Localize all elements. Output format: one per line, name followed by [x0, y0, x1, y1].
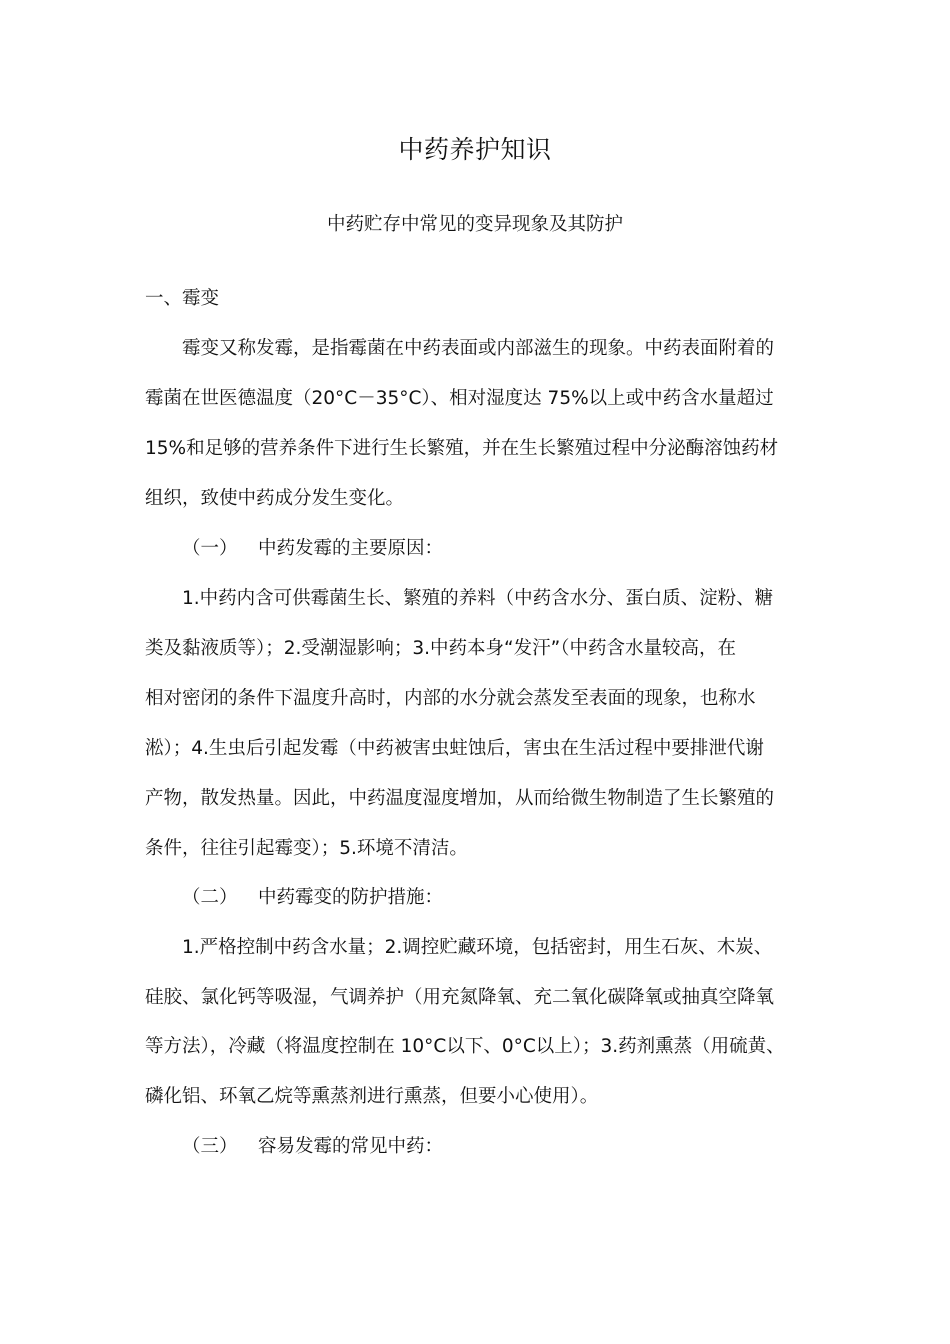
document-subtitle: 中药贮存中常见的变异现象及其防护	[326, 214, 623, 235]
subsection-label: 中药霉变的防护措施：	[258, 887, 444, 908]
paragraph-line: 相对密闭的条件下温度升高时，内部的水分就会蒸发至表面的现象，也称水	[145, 688, 756, 709]
subsection-label: 中药发霉的主要原因：	[258, 538, 444, 559]
document-title: 中药养护知识	[398, 135, 552, 164]
paragraph-line: 组织，致使中药成分发生变化。	[145, 488, 405, 509]
paragraph-line: 霉菌在世医德温度（20°C－35°C）、相对湿度达 75%以上或中药含水量超过	[145, 388, 774, 409]
paragraph-line: 15%和足够的营养条件下进行生长繁殖，并在生长繁殖过程中分泌酶溶蚀药材	[145, 438, 779, 459]
paragraph-line: 类及黏液质等）；2.受潮湿影响；3.中药本身“发汗”（中药含水量较高，在	[145, 638, 736, 659]
paragraph-line: 磷化铝、环氧乙烷等熏蒸剂进行熏蒸，但要小心使用）。	[145, 1086, 599, 1107]
paragraph-line: 等方法），冷藏（将温度控制在 10°C以下、0°C以上）；3.药剂熏蒸（用硫黄、	[145, 1036, 785, 1057]
paragraph-line: 霉变又称发霉，是指霉菌在中药表面或内部滋生的现象。中药表面附着的	[182, 338, 775, 359]
subsection-number: （二）	[182, 887, 238, 908]
paragraph-line: 1.中药内含可供霉菌生长、繁殖的养料（中药含水分、蛋白质、淀粉、糖	[182, 588, 774, 609]
subsection-heading	[182, 885, 443, 911]
paragraph-line: 硅胶、氯化钙等吸湿，气调养护（用充氮降氧、充二氧化碳降氧或抽真空降氧	[145, 987, 775, 1008]
paragraph-line: 1.严格控制中药含水量；2.调控贮藏环境，包括密封，用生石灰、木炭、	[182, 937, 773, 958]
paragraph-line: 条件，往往引起霉变）；5.环境不清洁。	[145, 838, 468, 859]
subsection-number: （一）	[182, 538, 238, 559]
subsection-heading	[182, 536, 443, 562]
subsection-label: 容易发霉的常见中药：	[258, 1136, 444, 1157]
subsection-heading	[182, 1134, 443, 1160]
section-heading: 一、霉变	[145, 288, 220, 309]
paragraph-line: 淞）；4.生虫后引起发霉（中药被害虫蛀蚀后，害虫在生活过程中要排泄代谢	[145, 738, 764, 759]
subsection-number: （三）	[182, 1136, 238, 1157]
paragraph-line: 产物，散发热量。因此，中药温度湿度增加，从而给微生物制造了生长繁殖的	[145, 788, 775, 809]
